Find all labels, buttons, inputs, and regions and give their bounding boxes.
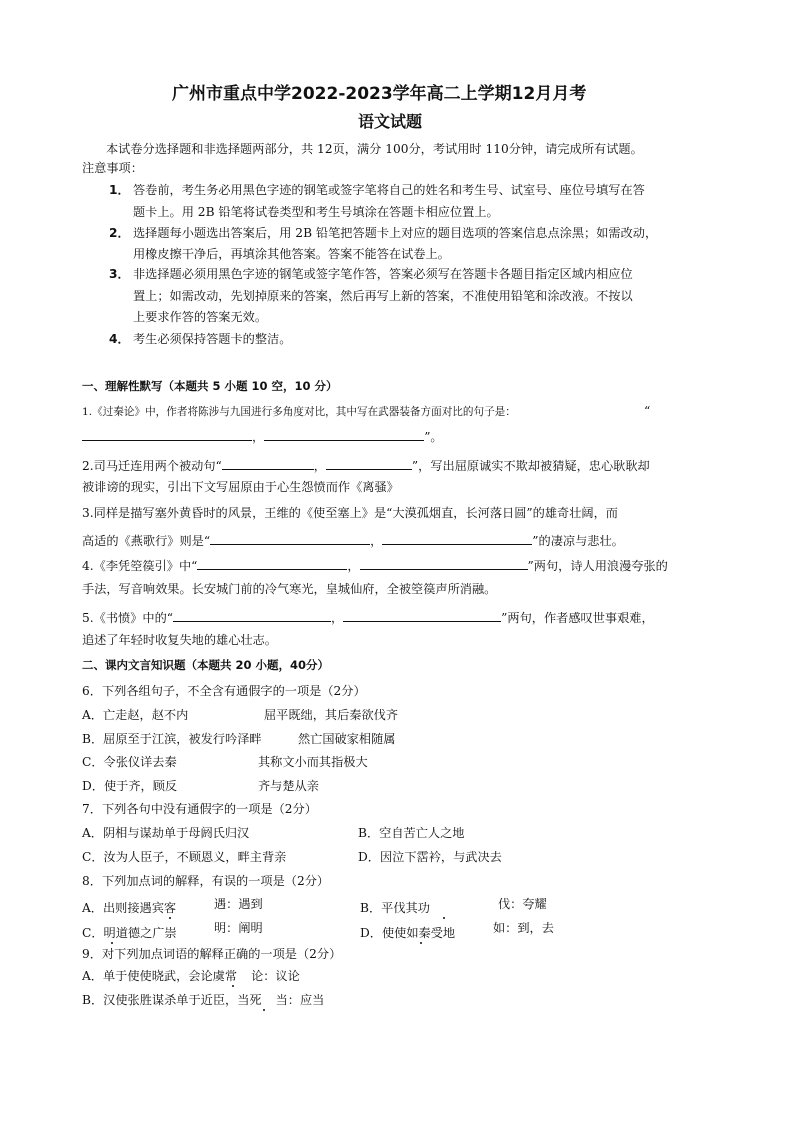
question-stem: 8．下列加点词的解释，有误的一项是（2分） [82, 874, 330, 888]
option-c[interactable]: C．汝为人臣子，不顾恩义，畔主背亲 [82, 850, 287, 864]
option-a[interactable]: A．出则接遇宾客 [82, 901, 177, 915]
answer-blank[interactable] [197, 557, 347, 570]
option-gloss: 如：到，去 [493, 921, 554, 935]
notice-line: 用橡皮擦干净后，再填涂其他答案。答案不能答在试卷上。 [133, 247, 450, 261]
question-text: 被诽谤的现实，引出下文写屈原由于心生怨愤而作《离骚》 [82, 480, 399, 494]
section-heading: 二、课内文言知识题（本题共 20 小题，40分） [82, 658, 330, 672]
notice-label: 注意事项： [82, 161, 143, 175]
notice-line: 非选择题必须用黑色字迹的钢笔或签字笔作答，答案必须写在答题卡各题目指定区域内相应位 [133, 267, 633, 281]
notice-number: 2． [109, 226, 130, 240]
option-d[interactable]: D．因泣下霑衿，与武决去 [358, 850, 502, 864]
page-title: 广州市重点中学2022-2023学年高二上学期12月月考 [172, 84, 587, 104]
notice-line: 置上；如需改动，先划掉原来的答案，然后再写上新的答案，不准使用铅笔和涂改液。不按以 [133, 289, 633, 303]
notice-number: 3． [109, 267, 130, 281]
answer-blank[interactable] [173, 609, 331, 622]
notice-line: 上要求作答的答案无效。 [133, 310, 268, 324]
option-b[interactable]: B．平伐其功 [360, 901, 430, 915]
option-a[interactable]: D．使于齐，顾反 [82, 779, 178, 793]
question-text: 3.同样是描写塞外黄昏时的风景，王维的《使至塞上》是“大漠孤烟直，长河落日圆”的雄奇壮阔，而 [82, 506, 618, 520]
question-text: 2.司马迁连用两个被动句“ ， ”，写出屈原诚实不欺却被猜疑，忠心耿耿却 [82, 459, 650, 473]
emphasis-dot [263, 1009, 265, 1011]
question-stem: 6．下列各组句子，不全含有通假字的一项是（2分） [82, 684, 366, 698]
answer-blank[interactable] [264, 428, 424, 441]
section-heading: 一、理解性默写（本题共 5 小题 10 空，10 分） [82, 379, 338, 393]
option-a[interactable]: B．屈原至于江滨，被发行吟泽畔 [82, 732, 262, 746]
option-b[interactable]: B．汉使张胜谋杀单于近臣，当死 当：应当 [82, 993, 325, 1007]
answer-blank[interactable] [210, 532, 370, 545]
option-b: 然亡国破家相随属 [298, 732, 396, 746]
question-text: 1.《过秦论》中，作者将陈涉与九国进行多角度对比，其中写在武器装备方面对比的句子是： [82, 406, 516, 418]
option-b: 屈平既绌，其后秦欲伐齐 [264, 708, 399, 722]
notice-line: 题卡上。用 2B 铅笔将试卷类型和考生号填涂在答题卡相应位置上。 [133, 205, 499, 219]
question-stem: 7．下列各句中没有通假字的一项是（2分） [82, 802, 317, 816]
emphasis-dot [232, 985, 234, 987]
option-b: 其称文小而其指极大 [258, 755, 368, 769]
option-d[interactable]: D．使使如秦受地 [360, 926, 456, 940]
question-text: 高适的《燕歌行》则是“ ， ”的凄凉与悲壮。 [82, 534, 624, 548]
answer-blank[interactable] [382, 532, 532, 545]
quote-mark: “ [644, 404, 651, 418]
question-text: 手法，写音响效果。长安城门前的冷气寒光，皇城仙府，全被箜篌声所消融。 [82, 582, 497, 596]
answer-blank[interactable] [326, 457, 412, 470]
option-gloss: 伐：夸耀 [498, 897, 547, 911]
option-gloss: 明：阐明 [214, 921, 263, 935]
option-b[interactable]: B．空自苦亡人之地 [358, 826, 465, 840]
emphasis-dot [169, 917, 171, 919]
option-a[interactable]: A．阴相与谋劫单于母阏氏归汉 [82, 826, 250, 840]
emphasis-dot [420, 942, 422, 944]
notice-number: 1． [109, 183, 130, 197]
intro-text: 本试卷分选择题和非选择题两部分，共 12页，满分 100分，考试用时 110分钟，请完成所有试题。 [106, 142, 643, 156]
notice-line: 考生必须保持答题卡的整洁。 [133, 332, 292, 346]
option-c[interactable]: C．明道德之广崇 [82, 926, 177, 940]
answer-line: ， ”。 [82, 428, 443, 443]
notice-line: 选择题每小题选出答案后，用 2B 铅笔把答题卡上对应的题目选项的答案信息点涂黑；如需改动， [133, 226, 658, 240]
notice-number: 4． [109, 332, 130, 346]
answer-blank[interactable] [82, 428, 252, 441]
option-a[interactable]: C．令张仪详去秦 [82, 755, 177, 769]
question-text: 4.《李凭箜篌引》中“ ， ”两句，诗人用浪漫夸张的 [82, 559, 668, 573]
page-subtitle: 语文试题 [358, 112, 423, 131]
answer-blank[interactable] [222, 457, 314, 470]
emphasis-dot [111, 942, 113, 944]
option-a[interactable]: A．亡走赵，赵不内 [82, 708, 189, 722]
option-gloss: 遇：遇到 [214, 897, 263, 911]
answer-blank[interactable] [343, 609, 501, 622]
question-stem: 9．对下列加点词语的解释正确的一项是（2分） [82, 947, 342, 961]
notice-line: 答卷前，考生务必用黑色字迹的钢笔或签字笔将自己的姓名和考生号、试室号、座位号填写在答 [133, 183, 645, 197]
answer-blank[interactable] [360, 557, 528, 570]
option-a[interactable]: A．单于使使晓武，会论虞常 论：议论 [82, 969, 300, 983]
emphasis-dot [443, 917, 445, 919]
option-b: 齐与楚从亲 [258, 779, 319, 793]
question-text: 追述了年轻时收复失地的雄心壮志。 [82, 633, 277, 647]
question-text: 5.《书愤》中的“ ， ”两句，作者感叹世事艰难， [82, 611, 654, 625]
